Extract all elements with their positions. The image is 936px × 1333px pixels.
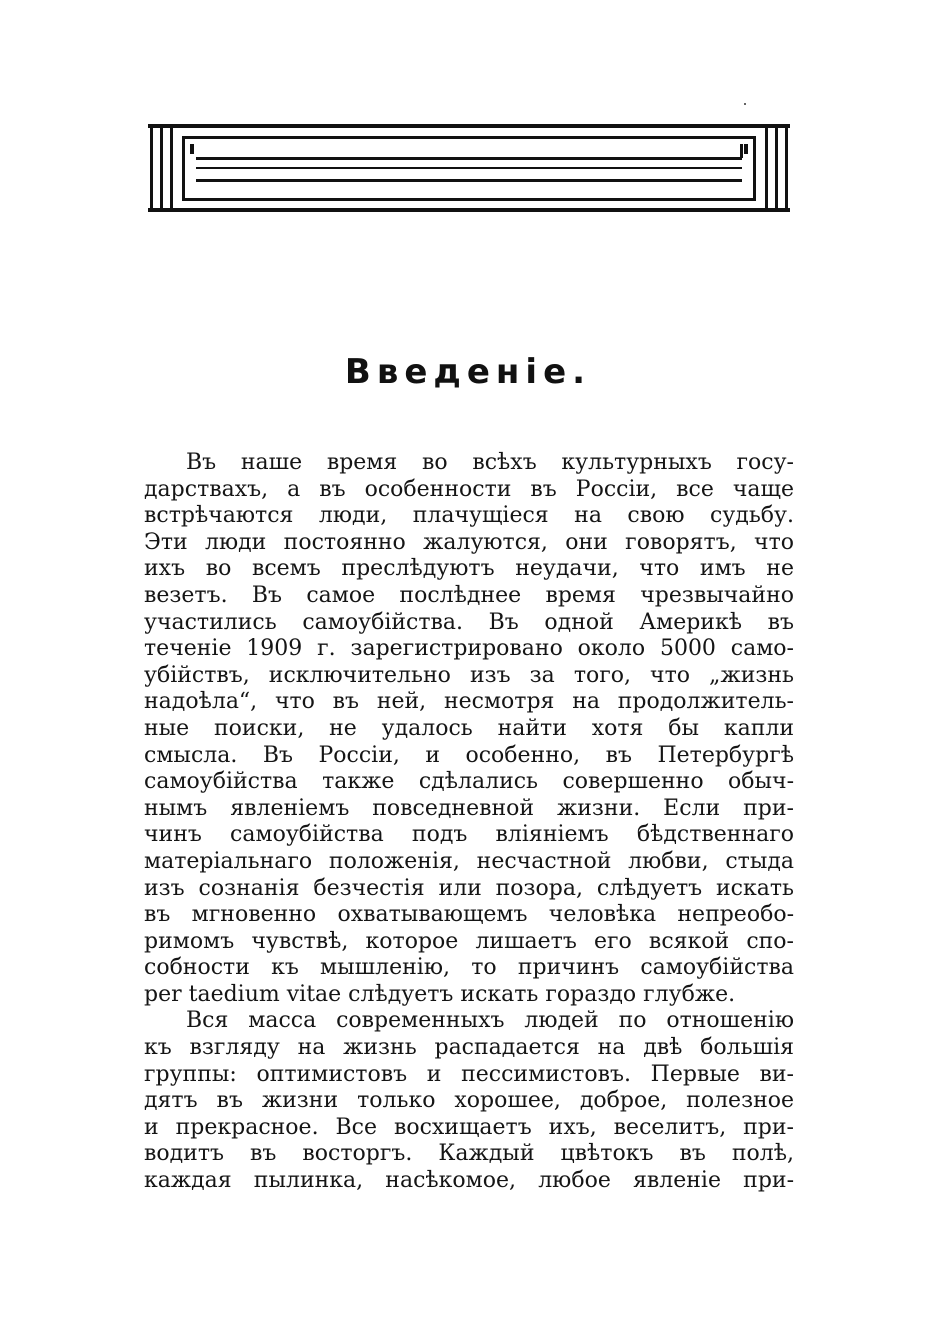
text-line: въ мгновенно охватывающемъ человѣка непреобо- [144,902,794,928]
ornamental-header-border [148,124,790,214]
text-line: надоѣла“, что въ ней, несмотря на продолжитель- [144,689,794,715]
chapter-title: Введеніе. [344,352,592,392]
text-line: встрѣчаются люди, плачущіеся на свою судьбу. [144,503,794,529]
text-line: Эти люди постоянно жалуются, они говорятъ, что [144,529,794,555]
text-line: убійствъ, исключительно изъ за того, что „жизнь [144,662,794,688]
text-line: римомъ чувствѣ, которое лишаетъ его всякой спо- [144,928,794,954]
text-line: Въ наше время во всѣхъ культурныхъ госу- [186,450,794,475]
text-line: теченіе 1909 г. зарегистрировано около 5000 само- [144,636,794,662]
text-line: группы: оптимистовъ и пессимистовъ. Первые ви- [144,1061,794,1087]
print-speck [744,103,746,105]
text-line: изъ сознанія безчестія или позора, слѣдуетъ искать [144,875,794,901]
text-line: ихъ во всемъ преслѣдуютъ неудачи, что имъ не [144,556,794,582]
text-line: Вся масса современныхъ людей по отношенію [186,1008,794,1034]
text-line: дарствахъ, а въ особенности въ Россіи, все чаще [144,476,794,502]
text-line: везетъ. Въ самое послѣднее время чрезвычайно [144,582,794,608]
text-line: дятъ въ жизни только хорошее, доброе, полезное [144,1088,794,1114]
body-text [144,450,794,1195]
text-line: матеріальнаго положенія, несчастной любви, стыда [144,848,794,874]
text-line: чинъ самоубійства подъ вліяніемъ бѣдственнаго [144,822,794,848]
text-line: самоубійства также сдѣлались совершенно обыч- [144,769,794,795]
text-line: собности къ мышленію, то причинъ самоубійства [144,955,794,981]
text-line: ные поиски, не удалось найти хотя бы капли [144,715,794,741]
text-line: водитъ въ восторгъ. Каждый цвѣтокъ въ полѣ, [144,1141,794,1167]
text-line: участились самоубійства. Въ одной Америкѣ въ [144,609,794,635]
text-line: смысла. Въ Россіи, и особенно, въ Петербургѣ [144,742,794,768]
text-line: къ взгляду на жизнь распадается на двѣ большія [144,1035,794,1061]
text-line: и прекрасное. Все восхищаетъ ихъ, веселитъ, при- [144,1114,794,1140]
text-line: per taedium vitae слѣдуетъ искать гораздо глубже. [144,981,736,1007]
text-line: нымъ явленіемъ повседневной жизни. Если при- [144,795,794,821]
text-line: каждая пылинка, насѣкомое, любое явленіе при- [144,1168,794,1194]
